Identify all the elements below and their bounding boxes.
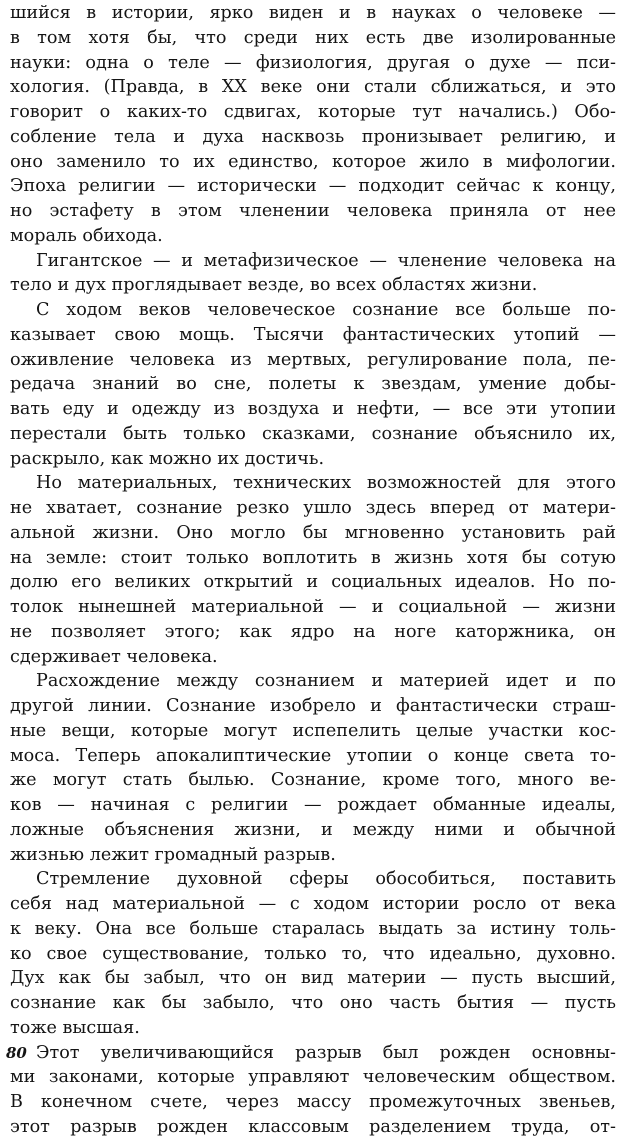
text-line: Этот увеличивающийся разрыв был рожден основны- bbox=[36, 1042, 616, 1063]
text-line: оживление человека из мертвых, регулирование пола, пе- bbox=[10, 349, 616, 370]
text-line: Расхождение между сознанием и материей идет и по bbox=[36, 671, 616, 692]
text-line: шийся в истории, ярко виден и в науках о человеке — bbox=[10, 3, 616, 23]
text-line: ложные объяснения жизни, и между ними и обычной bbox=[10, 819, 616, 840]
text-line: же могут стать былью. Сознание, кроме того, много ве- bbox=[10, 770, 616, 791]
text-line: говорит о каких-то сдвигах, которые тут начались.) Обо- bbox=[10, 102, 616, 122]
text-line: мораль обихода. bbox=[10, 225, 163, 246]
page-number: 80 bbox=[6, 1044, 27, 1062]
text-line: в том хотя бы, что среди них есть две изолированные bbox=[10, 27, 616, 48]
text-line: Эпоха религии — исторически — подходит сейчас к концу, bbox=[10, 176, 616, 197]
text-line: казывает свою мощь. Тысячи фантастических утопий — bbox=[10, 324, 616, 345]
text-line: хология. (Правда, в XX веке они стали сближаться, и это bbox=[10, 77, 616, 98]
text-line: собление тела и духа насквозь пронизывает религию, и bbox=[10, 126, 616, 147]
text-line: долю его великих открытий и социальных идеалов. Но по- bbox=[10, 572, 616, 593]
page-text bbox=[10, 1, 616, 1140]
text-line: ные вещи, которые могут испепелить целые участки кос- bbox=[10, 720, 616, 741]
text-line: но эстафету в этом членении человека приняла от нее bbox=[10, 201, 616, 221]
text-line: раскрыло, как можно их достичь. bbox=[10, 448, 325, 469]
text-line: Дух как бы забыл, что он вид материи — пусть высший, bbox=[10, 968, 616, 989]
text-line: В конечном счете, через массу промежуточных звеньев, bbox=[10, 1092, 616, 1112]
text-line: С ходом веков человеческое сознание все больше по- bbox=[36, 300, 616, 320]
text-line: моса. Теперь апокалиптические утопии о конце света то- bbox=[10, 745, 616, 766]
text-line: Но материальных, технических возможностей для этого bbox=[36, 473, 616, 494]
text-line: перестали быть только сказками, сознание объяснило их, bbox=[10, 423, 616, 444]
text-line: сознание как бы забыло, что оно часть бытия — пусть bbox=[10, 993, 616, 1013]
text-line: толок нынешней материальной — и социальной — жизни bbox=[10, 597, 616, 617]
text-line: сдерживает человека. bbox=[10, 646, 218, 667]
text-line: науки: одна о теле — физиология, другая о духе — пси- bbox=[10, 52, 616, 73]
text-line: жизнью лежит громадный разрыв. bbox=[10, 844, 336, 865]
text-line: себя над материальной — с ходом истории росло от века bbox=[10, 894, 616, 914]
text-line: тело и дух проглядывает везде, во всех областях жизни. bbox=[10, 275, 538, 296]
text-line: альной жизни. Оно могло бы мгновенно установить рай bbox=[10, 522, 616, 543]
text-line: ков — начиная с религии — рождает обманные идеалы, bbox=[10, 795, 616, 815]
text-line: тоже высшая. bbox=[10, 1017, 140, 1038]
text-line: редача знаний во сне, полеты к звездам, умение добы- bbox=[10, 374, 616, 395]
text-line: Гигантское — и метафизическое — членение человека на bbox=[36, 250, 616, 271]
text-line: другой линии. Сознание изобрело и фантастически страш- bbox=[10, 696, 616, 716]
text-line: этот разрыв рожден классовым разделением труда, от- bbox=[10, 1116, 616, 1137]
text-line: не хватает, сознание резко ушло здесь вперед от матери- bbox=[10, 498, 616, 518]
text-line: к веку. Она все больше старалась выдать за истину толь- bbox=[10, 918, 616, 939]
text-line: не позволяет этого; как ядро на ноге каторжника, он bbox=[10, 621, 616, 642]
text-line: оно заменило то их единство, которое жило в мифологии. bbox=[10, 151, 616, 172]
text-line: ко свое существование, только то, что идеально, духовно. bbox=[10, 943, 616, 964]
text-line: ми законами, которые управляют человеческим обществом. bbox=[10, 1067, 616, 1088]
text-line: на земле: стоит только воплотить в жизнь хотя бы сотую bbox=[10, 547, 616, 568]
text-line: вать еду и одежду из воздуха и нефти, — все эти утопии bbox=[10, 399, 616, 419]
text-line: Стремление духовной сферы обособиться, поставить bbox=[36, 869, 616, 890]
